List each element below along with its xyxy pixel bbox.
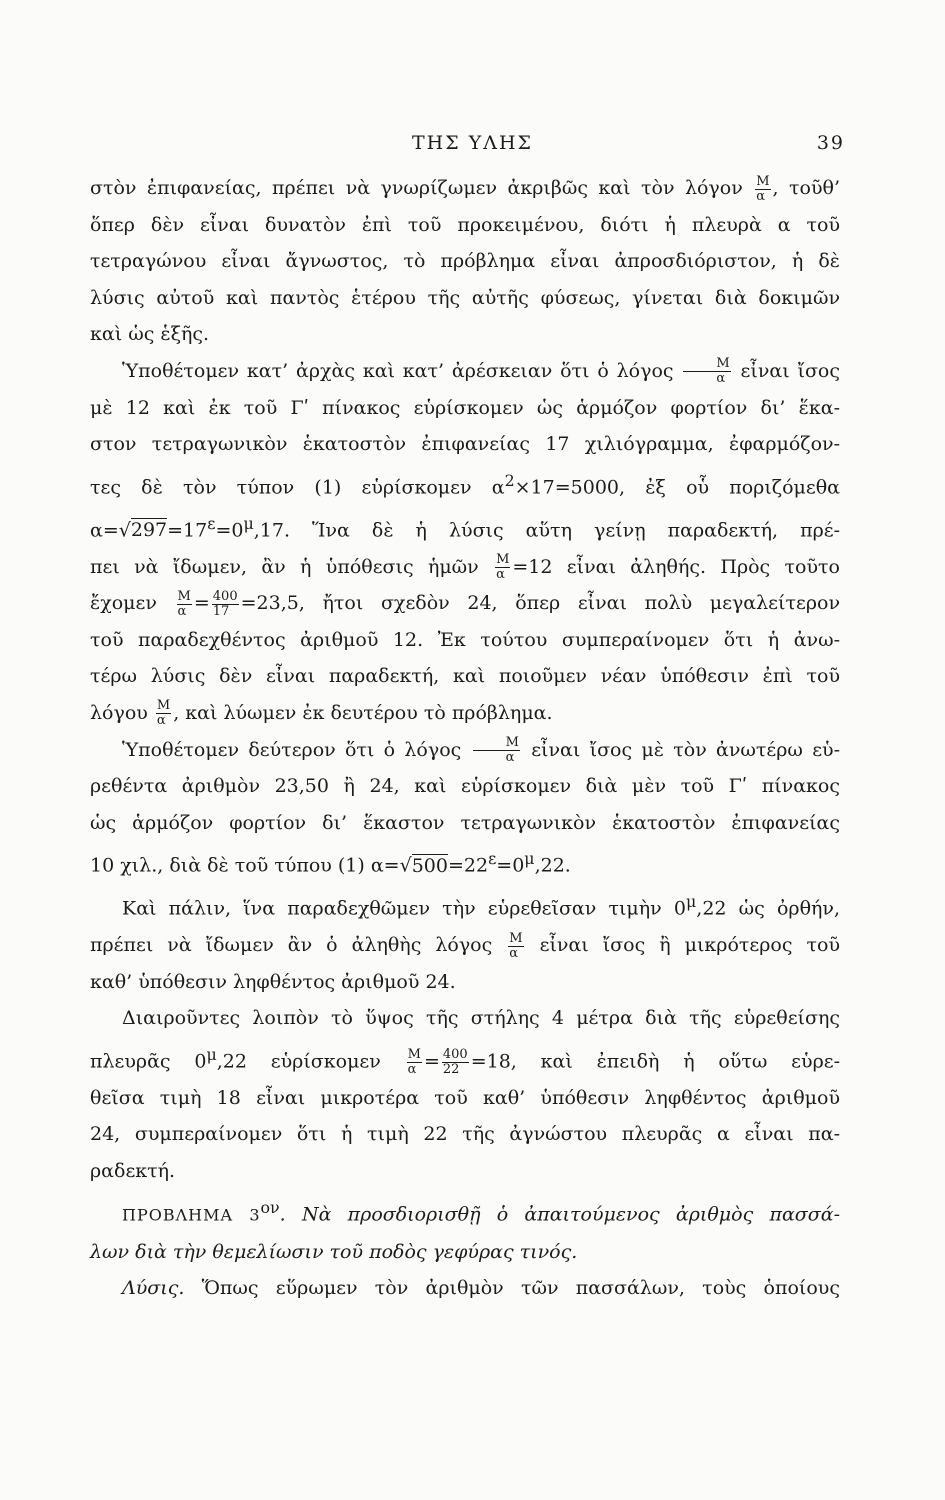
- text-line: πρέπει νὰ ἴδωμεν ἂν ὁ ἀληθὴς λόγος $\frac{M}{\alpha}$ εἶναι ἴσος ἢ μικρότερος τοῦ: [90, 930, 841, 961]
- text-line: τέρω λύσις δὲν εἶναι παραδεκτή, καὶ ποιοῦμεν νέαν ὑπόθεσιν ἐπὶ τοῦ: [90, 665, 840, 688]
- fraction-m-over-a: $\frac{M}{\alpha}$: [407, 1046, 421, 1077]
- text-line: μὲ 12 καὶ ἐκ τοῦ Γʹ πίνακος εὑρίσκομεν ὡς ἁρμόζον φορτίον δι’ ἕκα-: [90, 396, 840, 419]
- text-line: Διαιροῦντες λοιπὸν τὸ ὕψος τῆς στήλης 4 μέτρα διὰ τῆς εὑρεθείσης: [122, 1007, 840, 1030]
- text-line: ρεθέντα ἀριθμὸν 23,50 ἢ 24, καὶ εὑρίσκομεν διὰ μὲν τοῦ Γʹ πίνακος: [90, 775, 840, 798]
- text-line: πλευρᾶς $0^\mu,22$ εὑρίσκομεν $\frac{M}{\alpha}$ = $\frac{400}{22}$ =18, καὶ ἐπειδὴ ἡ οὕτω εὑρε-: [90, 1044, 841, 1077]
- fraction-400-over-22: $\frac{400}{22}$: [442, 1046, 468, 1077]
- fraction-m-over-a: $\frac{M}{\alpha}$: [156, 698, 171, 729]
- text-line: 24, συμπεραίνομεν ὅτι ἡ τιμὴ 22 τῆς ἀγνώστου πλευρᾶς α εἶναι πα-: [90, 1123, 840, 1146]
- body-text: [90, 170, 840, 1307]
- text-line: $\alpha=√297=17^\varepsilon=0^\mu,17$. Ἵνα δὲ ἡ λύσις αὕτη γείνῃ παραδεκτή, πρέ-: [90, 513, 840, 541]
- text-line: ὅπερ δὲν εἶναι δυνατὸν ἐπὶ τοῦ προκειμένου, διότι ἡ πλευρὰ α τοῦ: [90, 213, 840, 236]
- text-line: ἔχομεν $\frac{M}{\alpha}$ = $\frac{400}{17}$ =23,5, ἤτοι σχεδὸν 24, ὅπερ εἶναι πολὺ μεγαλείτερον: [90, 588, 840, 619]
- radicand: 297: [130, 519, 168, 541]
- text-line: ὡς ἁρμόζον φορτίον δι’ ἕκαστον τετραγωνικὸν ἑκατοστὸν ἐπιφανείας: [90, 811, 840, 834]
- text-line: 10 χιλ., διὰ δὲ τοῦ τύπου (1) $\alpha=√500=22^\varepsilon=0^\mu,22$.: [90, 849, 571, 877]
- fraction-m-over-a: $\frac{M}{\alpha}$: [177, 588, 191, 619]
- fraction-m-over-a: $\frac{M}{\alpha}$: [756, 173, 770, 204]
- text-line: ραδεκτή.: [90, 1160, 176, 1183]
- fraction-m-over-a: $\frac{M}{\alpha}$: [496, 552, 510, 583]
- text-line: τοῦ παραδεχθέντος ἀριθμοῦ 12. Ἐκ τούτου συμπεραίνομεν ὅτι ἡ ἀνω-: [90, 628, 840, 651]
- fraction-m-over-a: $\frac{M}{\alpha}$: [473, 736, 520, 765]
- header-title: ΤΗΣ ΥΛΗΣ: [412, 132, 533, 154]
- text-line: στον τετραγωνικὸν ἑκατοστὸν ἐπιφανείας 17 χιλιόγραμμα, ἐφαρμόζον-: [90, 433, 840, 456]
- text-line: στὸν ἐπιφανείας, πρέπει νὰ γνωρίζωμεν ἀκριβῶς καὶ τὸν λόγον $\frac{M}{\alpha}$ , τοῦθ’: [90, 173, 841, 204]
- problem-heading: ΠΡΟΒΛΗΜΑ $3^{o\nu}$. Νὰ προσδιορισθῇ ὁ ἀπαιτούμενος ἀριθμὸς πασσά-: [122, 1197, 840, 1225]
- solution-line: Λύσις. Ὅπως εὕρωμεν τὸν ἀριθμὸν τῶν πασσάλων, τοὺς ὁποίους: [122, 1277, 840, 1300]
- text-line: πει νὰ ἴδωμεν, ἂν ἡ ὑπόθεσις ἡμῶν $\frac{M}{\alpha}$ =12 εἶναι ἀληθής. Πρὸς τοῦτο: [90, 552, 840, 583]
- problem-statement: λων διὰ τὴν θεμελίωσιν τοῦ ποδὸς γεφύρας τινός.: [90, 1240, 578, 1263]
- text-line: Ὑποθέτομεν κατ’ ἀρχὰς καὶ κατ’ ἀρέσκειαν ὅτι ὁ λόγος $\frac{M}{\alpha}$ εἶναι ἴσος: [122, 356, 840, 387]
- text-line: καθ’ ὑπόθεσιν ληφθέντος ἀριθμοῦ 24.: [90, 970, 456, 993]
- text-line: θεῖσα τιμὴ 18 εἶναι μικροτέρα τοῦ καθ’ ὑπόθεσιν ληφθέντος ἀριθμοῦ: [90, 1086, 840, 1109]
- fraction-m-over-a: $\frac{M}{\alpha}$: [683, 357, 730, 386]
- text-line: τες δὲ τὸν τύπον (1) εὑρίσκομεν $\alpha^2\times 17=5000$, ἐξ οὗ ποριζόμεθα: [90, 470, 840, 499]
- text-line: λύσις αὐτοῦ καὶ παντὸς ἑτέρου τῆς αὐτῆς φύσεως, γίνεται διὰ δοκιμῶν: [90, 286, 840, 309]
- fraction-m-over-a: $\frac{M}{\alpha}$: [509, 930, 523, 961]
- text-line: λόγου $\frac{M}{\alpha}$ , καὶ λύωμεν ἐκ δευτέρου τὸ πρόβλημα.: [90, 698, 553, 729]
- text-line: καὶ ὡς ἑξῆς.: [90, 323, 210, 346]
- text-line: Καὶ πάλιν, ἵνα παραδεχθῶμεν τὴν εὑρεθεῖσαν τιμὴν $0^\mu,22$ ὡς ὀρθήν,: [122, 892, 840, 920]
- text-line: τετραγώνου εἶναι ἄγνωστος, τὸ πρόβλημα εἶναι ἀπροσδιόριστον, ἡ δὲ: [90, 250, 840, 273]
- running-header: [0, 132, 945, 162]
- fraction-400-over-17: $\frac{400}{17}$: [212, 588, 238, 619]
- text-line: Ὑποθέτομεν δεύτερον ὅτι ὁ λόγος $\frac{M}{\alpha}$ εἶναι ἴσος μὲ τὸν ἀνωτέρω εὑ-: [122, 735, 841, 766]
- page-number: 39: [816, 132, 845, 154]
- radicand: 500: [411, 854, 448, 877]
